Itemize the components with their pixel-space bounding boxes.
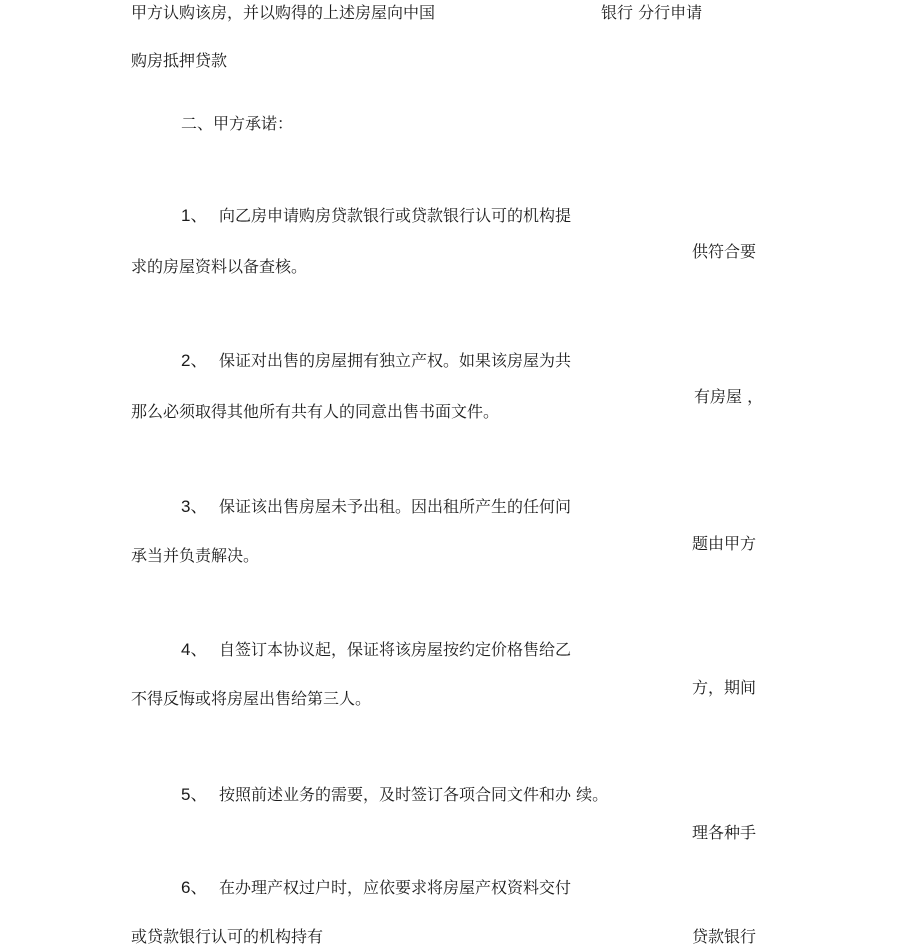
section-heading: 二、甲方承诺： [181,114,294,133]
item-side-text: 有房屋 ， [694,387,764,406]
item-number: 1、 [181,206,208,225]
item-side-text: 贷款银行 [692,927,757,946]
intro-line-1: 甲方认购该房，并以购得的上述房屋向中国 [131,3,436,22]
item-line-2: 承当并负责解决。 [131,546,260,565]
item-side-text: 方，期间 [692,678,757,697]
intro-line-2: 购房抵押贷款 [131,51,228,70]
item-line-2: 求的房屋资料以备查核。 [131,257,308,276]
item-line-1: 保证该出售房屋未予出租。因出租所产生的任何问 [219,497,572,516]
item-line-1: 保证对出售的房屋拥有独立产权。如果该房屋为共 [219,351,572,370]
item-line-1: 向乙房申请购房贷款银行或贷款银行认可的机构提 [219,206,572,225]
item-line-2: 不得反悔或将房屋出售给第三人。 [131,689,372,708]
item-number: 4、 [181,640,208,659]
item-number: 5、 [181,785,208,804]
item-number: 2、 [181,351,208,370]
item-number: 3、 [181,497,208,516]
item-side-text: 题由甲方 [692,534,757,553]
intro-line-1-right: 银行 分行申请 [601,3,703,22]
item-side-text: 理各种手 [692,823,757,842]
item-line-2: 或贷款银行认可的机构持有 [131,927,324,946]
item-line-1: 自签订本协议起，保证将该房屋按约定价格售给乙 [219,640,572,659]
item-side-text: 供符合要 [692,242,757,261]
item-number: 6、 [181,878,208,897]
item-line-1: 在办理产权过户时，应依要求将房屋产权资料交付 [219,878,572,897]
item-line-2: 那么必须取得其他所有共有人的同意出售书面文件。 [131,402,500,421]
item-line-1: 按照前述业务的需要，及时签订各项合同文件和办 续。 [219,785,609,804]
